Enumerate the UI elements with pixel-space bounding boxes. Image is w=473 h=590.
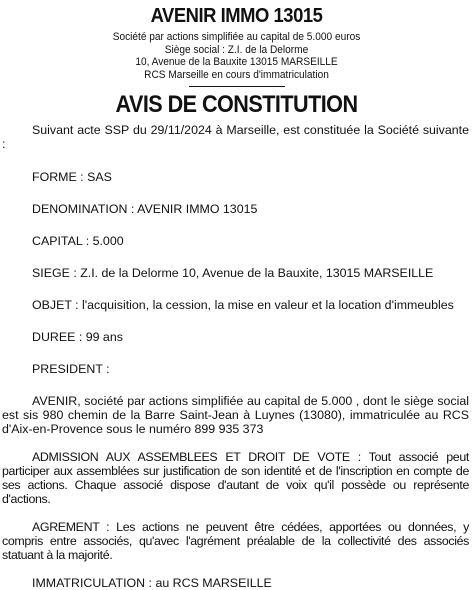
notice-intro: Suivant acte SSP du 29/11/2024 à Marseille, est constituée la Société suivante : [2, 123, 469, 151]
notice-forme: FORME : SAS [32, 170, 112, 184]
company-legal-form: Société par actions simplifiée au capital de 5.000 euros [112, 31, 361, 43]
notice-immatriculation: IMMATRICULATION : au RCS MARSEILLE [32, 576, 272, 590]
notice-capital: CAPITAL : 5.000 [32, 234, 124, 248]
company-rcs: RCS Marseille en cours d'immatriculation [144, 68, 329, 81]
notice-president-detail: AVENIR, société par actions simplifiée au capital de 5.000 , dont le siège social est sis 980 chemin de la Barre Saint-Jean à Luynes (13080), immatriculée au RCS d'Aix-en-Provence sous le numéro 899 935 373 [2, 394, 469, 436]
notice-objet: OBJET : l'acquisition, la cession, la mise en valeur et la location d'immeubles [32, 298, 454, 312]
company-seat-address: 10, Avenue de la Bauxite 13015 MARSEILLE [135, 56, 338, 68]
notice-admission: ADMISSION AUX ASSEMBLEES ET DROIT DE VOTE : Tout associé peut participer aux assemblées sur justification de son identité et de l'inscription en compte de ses actions. Chaque associé dispose d'autant de voix qu'il possède ou représente d'actions. [2, 450, 469, 506]
company-seat-label: Siège social : Z.I. de la Delorme [164, 43, 309, 56]
notice-siege: SIEGE : Z.I. de la Delorme 10, Avenue de la Bauxite, 13015 MARSEILLE [32, 266, 434, 280]
company-info [21, 31, 452, 81]
header-divider [189, 86, 285, 87]
notice-agrement: AGREMENT : Les actions ne peuvent être cédées, apportées ou données, y compris entre associés, qu'avec l'agrément préalable de la collectivité des associés statuant à la majorité. [2, 520, 469, 562]
company-name: AVENIR IMMO 13015 [150, 5, 323, 27]
notice-title: AVIS DE CONSTITUTION [115, 91, 358, 118]
notice-duree: DUREE : 99 ans [32, 330, 123, 344]
notice-president-label: PRESIDENT : [32, 362, 110, 376]
notice-denomination: DENOMINATION : AVENIR IMMO 13015 [32, 202, 258, 216]
